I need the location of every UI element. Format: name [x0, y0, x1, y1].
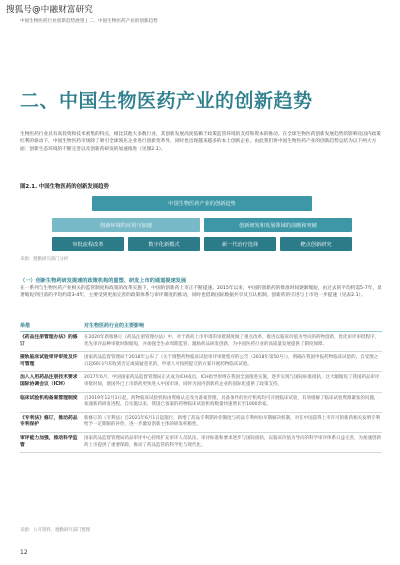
table-cell-impact: 国家药品监督管理局药品审评中心持续扩充审评人员队伍，审评标准和要求逐步与国际接轨，以临床价值为导向的科学审评体系日益完善，为加速创新药上市提供了重要保障，推动了药品监管的科学化与现代化。: [84, 435, 381, 448]
table-cell-measure: 审评能力加强，推动科学监管: [20, 435, 78, 448]
table-row: [20, 332, 382, 352]
section-heading: （一）创新生物药研发提速的政策机构的重塑、研发上市的通道提速发展: [20, 278, 187, 284]
table-cell-impact: 国家药品监督管理局于2018年公布了《关于调整药物临床试验审评审批程序的公告（2018年第50号）》，明确在我国申报药物临床试验的，自受理之日起60日内未收到否定或质疑意见的，申请人可按照提交的方案开展药物临床试验。: [84, 355, 379, 367]
watermark: 搜狐号@中融财富研究: [6, 5, 94, 15]
figure-caption: 图2.1. 中国生物医药的创新发展趋势: [20, 184, 109, 190]
table-cell-impact: 在2020年新版修订《药品注册管理办法》中，对于新药上市申请的审批制度做了重点改革，推进以临床价值为导向的药物创新，优化审评审批程序，优先审评品种审批时限缩短，并加强全生命周期监管，激励药品研发创新，为中国医药行业的高质量发展提供了制度保障。: [84, 335, 379, 347]
figure-source: 来源：德勤研究部门分析: [20, 257, 69, 262]
table-row: [20, 352, 382, 372]
table-cell-impact: 2017年6月，中国国家药品监督管理局正式成为ICH成员，ICH指导原则在我国全面推进实施，逐步实现与国际标准接轨。这大幅缩短了我国药品审评审批时间，使国外已上市新药更快进入中国市场，同时为国内创新药企业的国际化提供了政策支持。: [84, 375, 380, 387]
running-header: 中国生物医药行业创新趋势展望 | 二、中国生物医药产业的创新趋势: [20, 19, 158, 24]
intro-paragraph: 生物医药行业具有高投资和技术密集的特点，相比其他大多数行业，其创新发展高度依赖于政策监管环境的支持和资本的推动。在全球生物医药创新发展趋势的影响及国内政策红利的驱动下，中国生物医药市场除了吸引全球领先企业进行创新变革外，同时也出现越来越多的本土创新企业。由此我们将中国生物医药产业的创新趋势总结为以下两大方面：创新生态环境的不断完善以及创新药研发的加速推进（见图2.1）。: [20, 132, 381, 152]
diagram-branch-environment: 创新环境的应用与加速: [52, 218, 200, 232]
diagram-leaf-therapy: 新一代治疗选择: [204, 237, 276, 251]
table-row: [20, 372, 382, 392]
diagram-leaf-approval: 审批流程改革: [52, 237, 124, 251]
diagram-leaf-digital: 数字化新模式: [128, 237, 200, 251]
diagram-branch-research: 创新研发和发展领域的前瞻和突破: [204, 218, 352, 232]
table-cell-impact: 自2019年12月1日起，药物临床试验机构由资格认定改为备案管理，具备条件的医疗机构均可开展临床试验，有效缓解了临床试验资源紧张的问题，加速新药研发进程。自实施以来，我国已备案的药物临床试验机构数量快速增长至1000余家。: [84, 395, 379, 408]
table-source: 来源：公开资料，德勤研究部门整理: [20, 528, 91, 533]
table-cell-measure: 加入人用药品注册技术要求国际协调会议（ICH）: [20, 375, 78, 387]
diagram-leaf-target: 靶点创新研究: [280, 237, 352, 251]
chapter-title: 二、中国生物医药产业的创新趋势: [20, 90, 313, 112]
table-cell-measure: 《专利法》修订，推动药品专利保护: [20, 415, 78, 428]
page-number: 12: [20, 549, 28, 556]
policy-table: [20, 322, 382, 453]
section-body: 在一系列与生物医药产业相关的监管制度和政策的改革实施下，中国的创新药上市正不断提速。2015年以来，中国的创新药的批准时间逐渐缩短，由过去的平均约需5-7年，显著缩短到目前的平均约需3-4年，主要受到更加完善的政策体系与审评制度的推动，同时也借助国际数据共享及互认机制，创新药的引进与上市进一步提速（见表2.1）。: [20, 286, 382, 299]
table-row: [20, 413, 382, 433]
table-row: [20, 393, 382, 413]
table-cell-measure: 接轨临床试验审评审批及许可管理: [20, 355, 78, 367]
table-header-measure: 举措: [20, 323, 31, 329]
table-cell-measure: 《药品注册管理办法》的修订: [20, 335, 78, 347]
table-header: [20, 322, 382, 332]
table-row: [20, 433, 382, 453]
table-header-impact: 对生物医药行业的主要影响: [84, 323, 145, 329]
table-cell-impact: 新修订的《专利法》自2021年6月1日起施行，新增了药品专利期补偿制度与药品专利纠纷早期解决机制，对在中国获得上市许可的新药相关发明专利给予一定期限的补偿，进一步激发创新主体的研发积极性。: [84, 415, 381, 428]
table-cell-measure: 临床试验机构备案管理制度: [20, 395, 78, 401]
diagram-root-node: 中国生物医药产业的创新趋势: [92, 196, 312, 211]
